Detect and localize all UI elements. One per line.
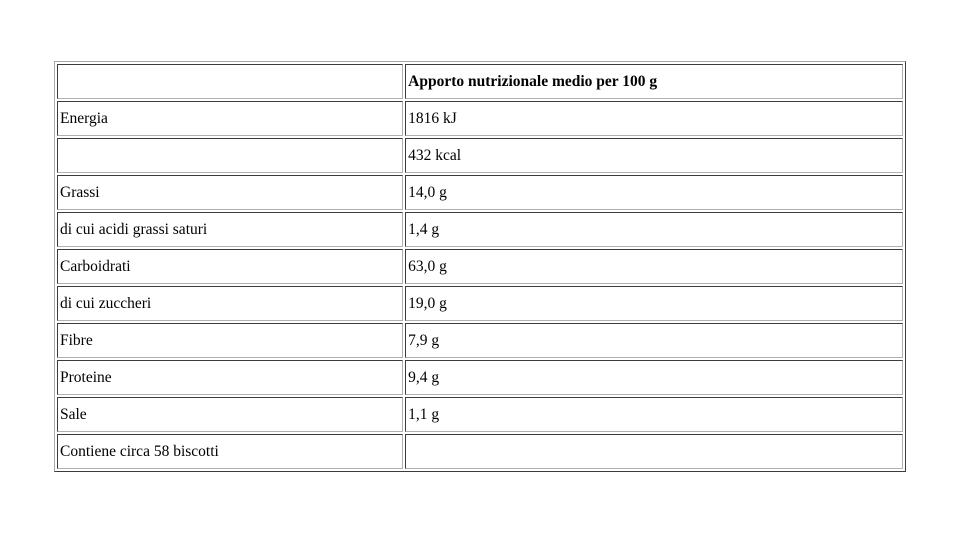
header-value-cell: Apporto nutrizionale medio per 100 g: [405, 64, 903, 99]
row-label-cell: Sale: [57, 397, 403, 432]
table-row: [57, 434, 903, 469]
row-value-cell: [405, 434, 903, 469]
row-label-cell: Energia: [57, 101, 403, 136]
row-label-cell: di cui acidi grassi saturi: [57, 212, 403, 247]
row-value-cell: 432 kcal: [405, 138, 903, 173]
row-value-cell: 14,0 g: [405, 175, 903, 210]
row-label-cell: di cui zuccheri: [57, 286, 403, 321]
table-row: [57, 397, 903, 432]
table-header-row: [57, 64, 903, 99]
table-row: [57, 323, 903, 358]
table-row: [57, 212, 903, 247]
row-label-cell: Grassi: [57, 175, 403, 210]
row-label-cell: Proteine: [57, 360, 403, 395]
table-row: [57, 286, 903, 321]
row-value-cell: 63,0 g: [405, 249, 903, 284]
row-value-cell: 9,4 g: [405, 360, 903, 395]
row-value-cell: 1816 kJ: [405, 101, 903, 136]
header-label-cell: [57, 64, 403, 99]
table-row: [57, 175, 903, 210]
nutrition-table: [54, 61, 906, 472]
table-row: [57, 138, 903, 173]
row-label-cell: Carboidrati: [57, 249, 403, 284]
row-label-cell: Contiene circa 58 biscotti: [57, 434, 403, 469]
row-value-cell: 1,1 g: [405, 397, 903, 432]
row-value-cell: 19,0 g: [405, 286, 903, 321]
row-label-cell: [57, 138, 403, 173]
row-value-cell: 1,4 g: [405, 212, 903, 247]
table-row: [57, 360, 903, 395]
table-row: [57, 101, 903, 136]
table-row: [57, 249, 903, 284]
row-value-cell: 7,9 g: [405, 323, 903, 358]
row-label-cell: Fibre: [57, 323, 403, 358]
